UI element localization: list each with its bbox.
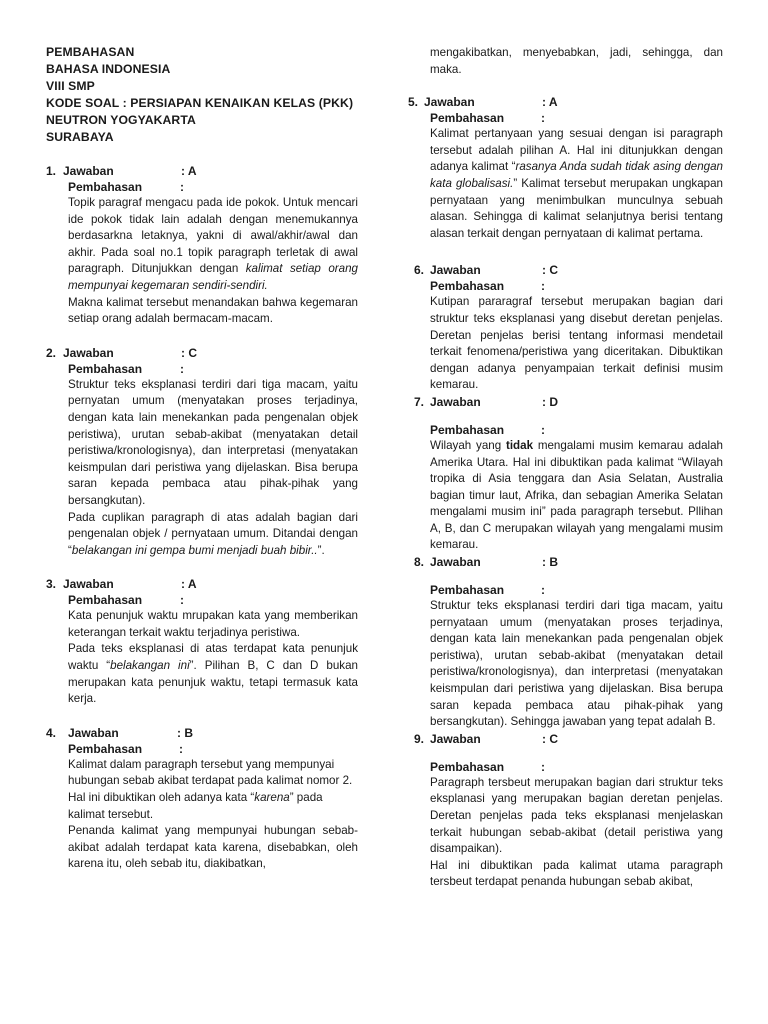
paragraph: Makna kalimat tersebut menandakan bahwa kegemaran setiap orang adalah bermacam-macam. [68,295,358,326]
right-column [408,45,723,891]
italic-quote: rasanya Anda sudah tidak asing dengan kata globalisasi. [430,160,724,190]
answer-value: : A [542,95,558,110]
question-9 [408,731,723,891]
question-1-title [46,163,358,179]
question-7-explanation [430,438,723,554]
paragraph: Kutipan pararagraf tersebut merupakan bagian dari struktur teks eksplanasi yang disebut deretan penjelas. Deretan penjelas berisi tentang informasi mendetail terkait fenomena/peristiwa yang diceritakan. Dibuktikan dengan adanya penyampaian terkait definisi musim kemarau. [430,295,723,392]
question-4-explanation-continued [430,45,723,78]
italic-quote: kalimat setiap orang mempunyai kegemaran sendiri-sendiri. [68,262,358,292]
jawaban-label: Jawaban [63,164,114,178]
question-3-explanation [68,608,358,708]
question-3-title [46,576,358,592]
header-line-3: VIII SMP [46,79,95,93]
pembahasan-heading [68,361,358,377]
text-span: Kalimat pertanyaan yang sesuai dengan isi paragraph tersebut adalah pilihan A. Hal ini ditunjukkan dengan adanya kalimat “ [430,127,723,174]
text-span: Pada teks eksplanasi di atas terdapat kata penunjuk waktu “ [68,642,358,673]
question-8 [408,554,723,731]
pembahasan-label: Pembahasan [68,593,143,608]
question-5-explanation [430,126,723,242]
header-line-2: BAHASA INDONESIA [46,62,171,76]
question-7-title [408,394,723,410]
question-5-title [408,94,723,110]
question-3 [46,576,358,708]
question-number: 4. [46,725,57,740]
text-span: ”. [317,543,325,557]
pembahasan-label: Pembahasan [430,583,505,598]
paragraph: Kata penunjuk waktu mrupakan kata yang memberikan keterangan terkait waktu terjadinya peristiwa. [68,609,358,639]
answer-value: : C [542,731,558,746]
text-span: Kalimat dalam paragraph tersebut yang mempunyai hubungan sebab akibat terdapat pada kalimat nomor 2. Hal ini dibuktikan oleh adanya kata “ [68,757,353,805]
question-6-title [408,262,723,278]
header-line-5: NEUTRON YOGYAKARTA [46,113,196,127]
question-2 [46,345,358,560]
pembahasan-heading [68,179,358,195]
answer-value: : B [542,555,558,570]
jawaban-label: Jawaban [63,577,114,592]
pembahasan-heading [430,422,723,438]
pembahasan-colon: : [541,111,545,126]
paragraph [430,126,723,242]
pembahasan-colon: : [541,583,545,598]
question-number: 6. [414,263,425,278]
question-8-title [408,554,723,570]
question-7 [408,394,723,554]
question-1-explanation [68,195,358,328]
jawaban-label: Jawaban [424,95,475,110]
paragraph [68,641,358,707]
text-span: Pada cuplikan paragraph di atas adalah bagian dari pengenalan objek / pernyataan umum. Ditandai dengan “ [68,510,358,557]
paragraph [68,757,358,823]
pembahasan-colon: : [180,593,184,608]
pembahasan-heading [430,582,723,598]
jawaban-label: Jawaban [430,731,481,746]
paragraph: Struktur teks eksplanasi terdiri dari tiga macam, yaitu pernyatan umum (menyatakan proses terjadinya, dengan kata lain menekankan pada pengenalan objek peristiwa), urutan sebab-akibat (menyatakan detail peristiwa/kronologisnya), dan interpretasi (menyatakan keismpulan dari peristiwa yang dijelaskan. Bisa berupa saran kepada pembaca atau pihak-pihak yang bersangkutan). [68,377,358,507]
question-2-title [46,345,358,361]
left-column [46,44,358,873]
question-number: 7. [414,394,425,409]
header-line-6: SURABAYA [46,130,114,144]
pembahasan-label: Pembahasan [430,759,505,774]
question-number: 9. [414,731,425,746]
pembahasan-heading [430,759,723,775]
text-span: Topik paragraf mengacu pada ide pokok. Untuk mencari ide pokok tidak lain adalah dengan menemukannya berdasarkna letaknya, yakni di awal/akhir/awal dan akhir. Pada soal no.1 topik paragraph terletak di awal paragraph. Ditunjukkan dengan [68,196,358,276]
paragraph: Struktur teks eksplanasi terdiri dari tiga macam, yaitu pernyataan umum (menyatakan proses terjadinya, dengan kata lain menekankan pada pengenalan objek peristiwa), urutan sebab-akibat (menyatakan detail peristiwa/kronologisnya), dan interpretasi (menyatakan keismpulan dari peristiwa yang dijelaskan. Bisa berupa saran kepada pembaca atau pihak-pihak yang bersangkutan). Sehingga jawaban yang tepat adalah B. [430,599,723,729]
question-6 [408,262,723,394]
question-9-explanation [430,775,723,891]
answer-value: : C [542,263,558,278]
question-number: 5. [408,95,419,110]
pembahasan-heading [430,110,723,126]
pembahasan-colon: : [541,279,545,294]
header-line-4: KODE SOAL : PERSIAPAN KENAIKAN KELAS (PKK) [46,96,354,110]
pembahasan-colon: : [541,422,545,437]
italic-quote: belakangan ini gempa bumi menjadi buah bibir.. [71,543,318,557]
question-number: 1. [46,164,57,178]
question-4-explanation [68,757,358,873]
question-number: 3. [46,577,57,592]
question-4 [46,725,358,873]
pembahasan-colon: : [541,759,545,774]
answer-value: : B [177,725,193,740]
text-span: ”. Pilihan B, C dan D bukan merupakan kata penunjuk waktu, tetapi termasuk kata kerja. [68,659,358,706]
pembahasan-label: Pembahasan [430,422,505,437]
question-6-explanation [430,294,723,394]
pembahasan-colon: : [180,180,184,194]
pembahasan-heading [68,741,358,757]
pembahasan-label: Pembahasan [68,180,143,194]
pembahasan-label: Pembahasan [430,279,505,294]
jawaban-label: Jawaban [430,555,481,570]
paragraph: Hal ini dibuktikan pada kalimat utama paragraph tersbeut terdapat penanda hubungan sebab akibat, [430,858,723,889]
question-number: 8. [414,555,425,570]
text-span: ” Kalimat tersebut merupakan ungkapan pernyataan yang menimbulkan munculnya sebuah alasan. Sehingga di kalimat selanjutnya berisi tentang alasan terkait dengan pernyataan di kalimat pertama. [430,176,724,240]
text-span: Wilayah yang [430,438,506,452]
document-header [46,44,358,146]
italic-quote: belakangan ini [110,659,190,673]
paragraph: Penanda kalimat yang mempunyai hubungan sebab-akibat adalah terdapat kata karena, disebabkan, oleh karena itu, oleh sebab itu, diakibatkan, [68,824,358,871]
pembahasan-heading [68,592,358,608]
paragraph [68,510,358,560]
pembahasan-colon: : [180,361,184,376]
question-2-explanation [68,377,358,560]
paragraph: mengakibatkan, menyebabkan, jadi, sehingga, dan maka. [430,46,723,76]
answer-value: : D [542,394,558,409]
question-5 [408,94,723,242]
header-line-1: PEMBAHASAN [46,45,135,59]
question-number: 2. [46,345,57,360]
paragraph: Paragraph tersbeut merupakan bagian dari struktur teks eksplanasi yang merupakan bagian deretan penjelas. Deretan penjelas pada teks eksplanasi menjelaskan terkait hubungan sebab-akibat (detail peristiwa yang disampaikan). [430,775,723,856]
question-8-explanation [430,598,723,731]
question-9-title [408,731,723,747]
paragraph [68,195,358,295]
answer-value: : A [181,164,197,178]
bold-word: tidak [505,438,534,452]
pembahasan-heading [430,278,723,294]
jawaban-label: Jawaban [63,345,114,360]
text-span: mengalami musim kemarau adalah Amerika Utara. Hal ini dibuktikan pada kalimat “Wilayah tropika di Asia tenggara dan Asia Selatan, Australia bagian timur laut, Afrika, dan sebagian Amerika Selatan mengalami musim ini” pada paragraph tersebut. Pllihan A, B, dan C merupakan wilayah yang mengalami musim kemarau. [430,438,723,552]
jawaban-label: Jawaban [430,394,481,409]
question-1 [46,163,358,328]
pembahasan-colon: : [179,741,183,756]
pembahasan-label: Pembahasan [430,111,505,126]
jawaban-label: Jawaban [68,725,119,740]
jawaban-label: Jawaban [430,263,481,278]
italic-quote: karena [254,791,290,805]
pembahasan-label: Pembahasan [68,741,143,756]
pembahasan-label: Pembahasan [68,361,143,376]
answer-value: : A [181,577,197,592]
paragraph [430,438,723,554]
question-4-title [46,725,358,741]
answer-value: : C [181,345,197,360]
text-span: ” pada kalimat tersebut. [68,791,323,821]
